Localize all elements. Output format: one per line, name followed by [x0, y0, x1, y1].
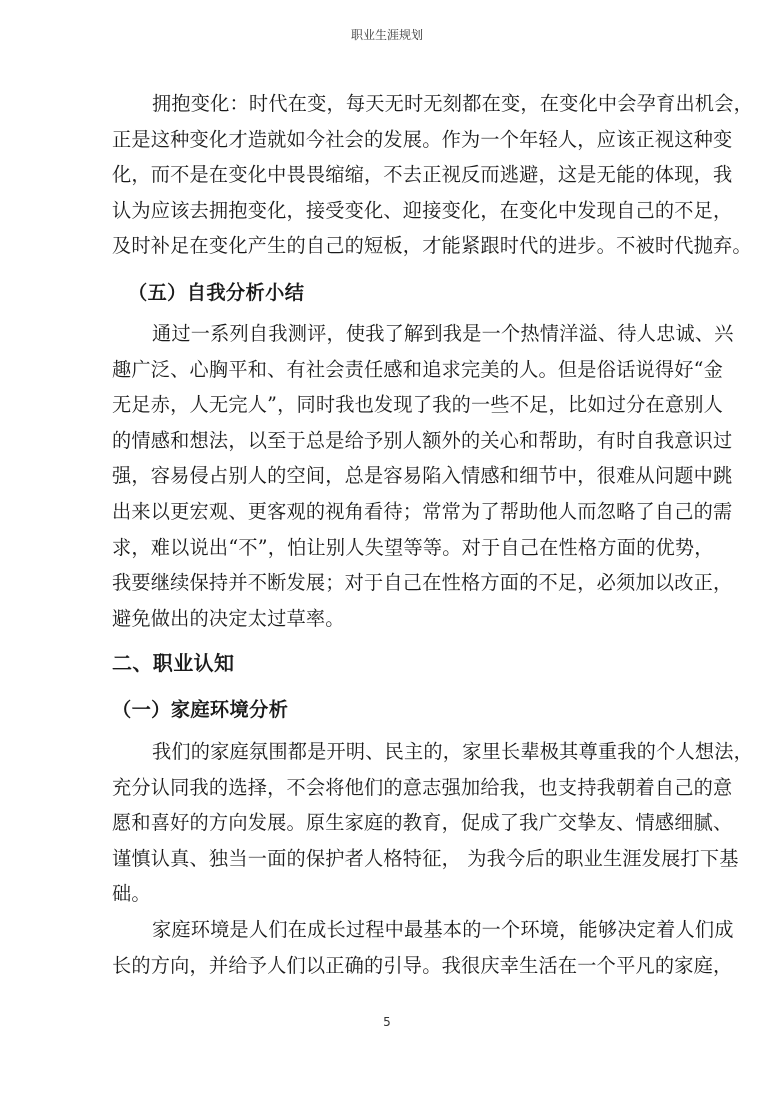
paragraph-embrace-change	[112, 86, 754, 264]
paragraph-self-analysis-summary	[112, 316, 734, 636]
text-line: 求，难以说出“不”，怕让别人失望等等。对于自己在性格方面的优势，	[112, 535, 714, 559]
text-line: 化，而不是在变化中畏畏缩缩，不去正视反而逃避，这是无能的体现，我	[112, 163, 733, 187]
text-line: 拥抱变化：时代在变，每天无时无刻都在变，在变化中会孕育出机会，	[152, 92, 754, 115]
text-line: 避免做出的决定太过草率。	[112, 606, 345, 630]
page-header: 职业生涯规划	[350, 28, 423, 42]
subheading-family-environment: （一）家庭环境分析	[112, 698, 289, 721]
text-line: 长的方向，并给予人们以正确的引导。我很庆幸生活在一个平凡的家庭，	[112, 953, 733, 977]
text-line: 趣广泛、心胸平和、有社会责任感和追求完美的人。但是俗话说得好“金	[112, 357, 724, 381]
text-line: 我要继续保持并不断发展；对于自己在性格方面的不足，必须加以改正，	[112, 571, 733, 595]
page-number: 5	[383, 1015, 391, 1029]
text-line: 正是这种变化才造就如今社会的发展。作为一个年轻人，应该正视这种变	[112, 127, 733, 151]
text-line: 通过一系列自我测评，使我了解到我是一个热情洋溢、待人忠诚、兴	[152, 322, 734, 345]
text-line: 的情感和想法，以至于总是给予别人额外的关心和帮助，有时自我意识过	[112, 428, 733, 452]
text-line: 充分认同我的选择，不会将他们的意志强加给我，也支持我朝着自己的意	[112, 775, 733, 799]
subheading-self-analysis-summary: （五）自我分析小结	[128, 281, 305, 304]
text-line: 我们的家庭氛围都是开明、民主的，家里长辈极其尊重我的个人想法，	[152, 740, 754, 763]
paragraph-family-environment-2	[112, 912, 734, 983]
text-line: 愿和喜好的方向发展。原生家庭的教育，促成了我广交挚友、情感细腻、	[112, 811, 733, 835]
text-line: 家庭环境是人们在成长过程中最基本的一个环境，能够决定着人们成	[152, 918, 734, 941]
text-line: 无足赤，人无完人”，同时我也发现了我的一些不足，比如过分在意别人	[112, 393, 724, 417]
text-line: 认为应该去拥抱变化，接受变化、迎接变化，在变化中发现自己的不足，	[112, 198, 733, 222]
text-line: 出来以更宏观、更客观的视角看待；常常为了帮助他人而忽略了自己的需	[112, 499, 733, 523]
text-line: 谨慎认真、独当一面的保护者人格特征， 为我今后的职业生涯发展打下基	[112, 846, 739, 870]
text-line: 础。	[112, 882, 151, 906]
text-line: 及时补足在变化产生的自己的短板，才能紧跟时代的进步。不被时代抛弃。	[112, 234, 752, 258]
paragraph-family-environment-1	[112, 734, 754, 912]
heading-career-cognition: 二、职业认知	[112, 651, 235, 675]
text-line: 强，容易侵占别人的空间，总是容易陷入情感和细节中，很难从问题中跳	[112, 464, 733, 488]
